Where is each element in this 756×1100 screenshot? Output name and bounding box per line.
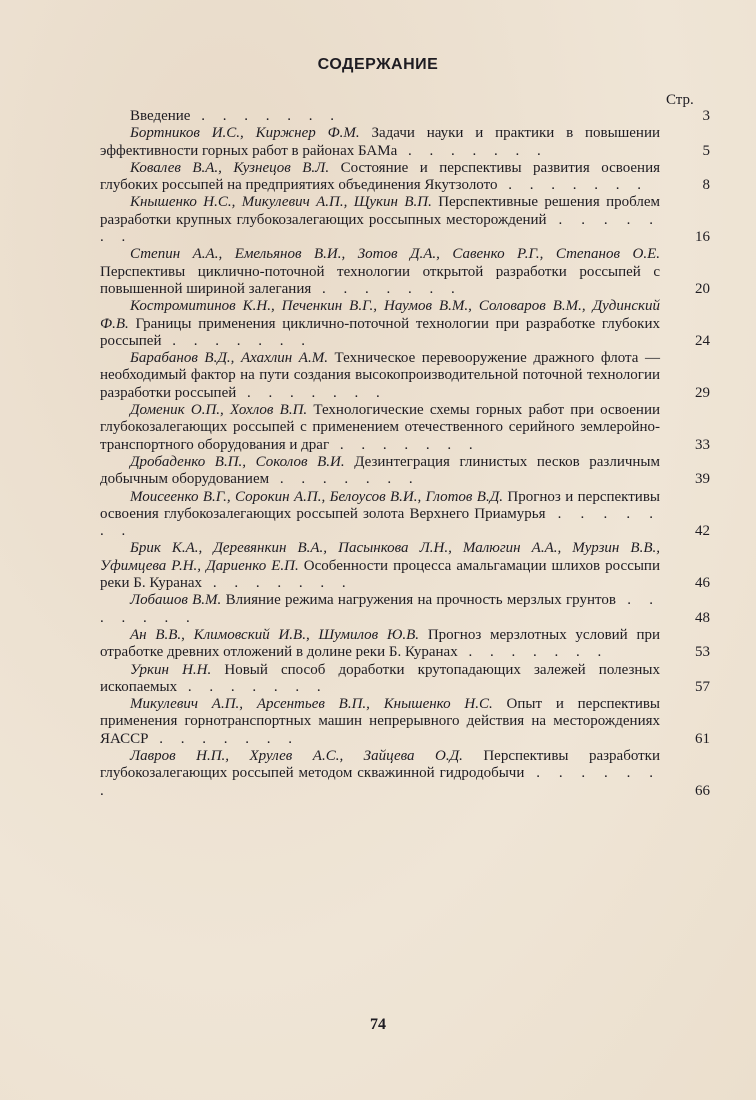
toc-entry-text bbox=[100, 160, 660, 195]
toc-entry bbox=[100, 160, 710, 195]
toc-entry-text bbox=[100, 592, 660, 627]
toc-entry bbox=[100, 662, 710, 697]
toc-entry bbox=[100, 696, 710, 748]
toc-entry-title: Влияние режима нагружения на прочность мерзлых грунтов bbox=[225, 592, 616, 609]
toc-entry-text bbox=[100, 627, 660, 662]
toc-leader-dots: . . . . . . . bbox=[190, 108, 341, 124]
toc-entry-authors: Лавров Н.П., Хрулев А.С., Зайцева О.Д. bbox=[130, 747, 463, 764]
toc-entry-page: 3 bbox=[702, 108, 710, 124]
toc-entry-text bbox=[100, 696, 660, 748]
toc-entry-text bbox=[100, 662, 660, 697]
toc-entry-title: Перспективы разработки глубокозалегающих россыпей методом скважинной гидродобычи bbox=[100, 747, 660, 782]
toc-entry-authors: Доменик О.П., Хохлов В.П. bbox=[130, 402, 308, 419]
toc-entry-text bbox=[100, 246, 660, 298]
toc-entry-authors: Моисеенко В.Г., Сорокин А.П., Белоусов В.И., Глотов В.Д. bbox=[130, 488, 504, 505]
toc-leader-dots: . . . . . . . bbox=[269, 471, 420, 488]
toc-leader-dots: . . . . . . . bbox=[311, 280, 462, 297]
toc-entry bbox=[100, 540, 710, 592]
toc-leader-dots: . . . . . . . bbox=[202, 575, 353, 592]
toc-leader-dots: . . . . . . . bbox=[100, 765, 660, 799]
toc-entry-page: 16 bbox=[695, 229, 710, 246]
toc-entry-authors: Ан В.В., Климовский И.В., Шумилов Ю.В. bbox=[130, 626, 420, 643]
toc-entry-authors: Брик К.А., Деревянкин В.А., Пасынкова Л.Н., Малюгин А.А., Мурзин В.В., Уфимцева Р.Н., Дариенко Е.П. bbox=[100, 540, 660, 574]
toc-entry-page: 29 bbox=[695, 384, 710, 401]
toc-leader-dots: . . . . . . . bbox=[100, 211, 661, 246]
toc-entry-authors: Кнышенко Н.С., Микулевич А.П., Щукин В.П. bbox=[130, 194, 432, 211]
toc-leader-dots: . . . . . . . bbox=[100, 505, 661, 540]
toc-leader-dots: . . . . . . . bbox=[457, 644, 609, 661]
toc-entry-title: Введение bbox=[130, 108, 191, 124]
toc-entry-page: 53 bbox=[695, 644, 710, 661]
toc-entry-title: Перспективы циклично-поточной технологии открытой разработки россыпей с повышенной шириной залегания bbox=[100, 263, 660, 297]
toc-entry bbox=[100, 108, 710, 125]
toc-entry-page: 33 bbox=[695, 436, 710, 453]
toc-entry-authors: Барабанов В.Д., Ахахлин А.М. bbox=[130, 350, 328, 367]
toc-entry-title: Состояние и перспективы развития освоения глубоких россыпей на предприятиях объединения Якутзолото bbox=[100, 159, 661, 194]
toc-entry-text bbox=[100, 108, 660, 125]
page-column-label: Стр. bbox=[666, 92, 694, 108]
toc-entry-page: 61 bbox=[695, 730, 710, 747]
toc-entry bbox=[100, 627, 710, 662]
toc-entry-title: Прогноз и перспективы освоения глубокозалегающих россыпей золота Верхнего Приамурья bbox=[100, 488, 660, 522]
toc-entry bbox=[100, 748, 710, 800]
toc-entry-authors: Костромитинов К.Н., Печенкин В.Г., Наумов В.М., Соловаров В.М., Дудинский Ф.В. bbox=[100, 298, 660, 332]
toc-entry bbox=[100, 489, 710, 541]
toc-entry-page: 8 bbox=[702, 177, 710, 194]
toc-entry-text bbox=[100, 298, 660, 350]
toc-entry bbox=[100, 454, 710, 489]
toc-entry-page: 66 bbox=[695, 782, 710, 799]
toc-entry-authors: Микулевич А.П., Арсентьев В.П., Кнышенко Н.С. bbox=[130, 696, 493, 713]
toc-leader-dots: . . . . . . . bbox=[100, 592, 661, 626]
toc-entry bbox=[100, 592, 710, 627]
toc-leader-dots: . . . . . . . bbox=[397, 142, 548, 159]
toc-entry-page: 42 bbox=[695, 523, 710, 540]
toc-entry-text bbox=[100, 125, 660, 160]
toc-entry-authors: Ковалев В.А., Кузнецов В.Л. bbox=[130, 159, 330, 176]
toc-entry-text bbox=[100, 748, 660, 800]
toc-leader-dots: . . . . . . . bbox=[236, 384, 387, 401]
toc-entry-page: 39 bbox=[695, 471, 710, 488]
toc-leader-dots: . . . . . . . bbox=[148, 730, 299, 747]
toc-leader-dots: . . . . . . . bbox=[329, 436, 480, 453]
toc-entry-title: Техническое перевооружение дражного флота — необходимый фактор на пути создания высокопроизводительной поточной технологии разработки россыпей bbox=[100, 350, 660, 401]
toc-entry-authors: Уркин Н.Н. bbox=[130, 661, 212, 678]
toc-leader-dots: . . . . . . . bbox=[177, 678, 328, 695]
toc-entry-authors: Лобашов В.М. bbox=[130, 592, 222, 609]
toc-entry-page: 46 bbox=[695, 575, 710, 592]
toc-entry-text bbox=[100, 350, 660, 402]
toc-entry-text bbox=[100, 402, 660, 454]
table-of-contents bbox=[100, 108, 710, 800]
toc-entry-title: Перспективные решения проблем разработки крупных глубокозалегающих россыпных месторождений bbox=[100, 194, 660, 228]
toc-entry bbox=[100, 402, 710, 454]
toc-entry-title: Дезинтеграция глинистых песков различным добычным оборудованием bbox=[100, 453, 661, 488]
toc-entry-page: 24 bbox=[695, 332, 710, 349]
toc-entry bbox=[100, 125, 710, 160]
toc-entry-title: Границы применения циклично-поточной технологии при разработке глубоких россыпей bbox=[100, 315, 660, 349]
toc-entry-title: Опыт и перспективы применения горнотранспортных машин непрерывного действия на месторождениях ЯАССР bbox=[100, 696, 661, 747]
toc-entry-text bbox=[100, 489, 660, 541]
toc-leader-dots: . . . . . . . bbox=[161, 332, 312, 349]
contents-heading: СОДЕРЖАНИЕ bbox=[317, 56, 439, 73]
toc-entry-page: 20 bbox=[695, 280, 710, 297]
toc-entry-page: 5 bbox=[702, 142, 710, 159]
toc-entry-authors: Дробаденко В.П., Соколов В.И. bbox=[130, 453, 345, 470]
toc-entry-title: Технологические схемы горных работ при освоении глубокозалегающих россыпей с применением отечественного серийного землеройно-транспортного оборудования и драг bbox=[100, 402, 661, 453]
toc-entry-title: Новый способ доработки крутопадающих залежей полезных ископаемых bbox=[100, 661, 660, 695]
toc-entry bbox=[100, 298, 710, 350]
toc-entry-authors: Степин А.А., Емельянов В.И., Зотов Д.А., Савенко Р.Г., Степанов О.Е. bbox=[130, 246, 660, 263]
toc-entry bbox=[100, 194, 710, 246]
toc-entry-text bbox=[100, 454, 660, 489]
toc-entry-title: Особенности процесса амальгамации шлихов россыпи реки Б. Куранах bbox=[100, 557, 660, 592]
toc-entry-page: 48 bbox=[695, 609, 710, 626]
toc-entry-title: Задачи науки и практики в повышении эффективности горных работ в районах БАМа bbox=[100, 125, 661, 159]
toc-entry-text bbox=[100, 540, 660, 592]
toc-entry-title: Прогноз мерзлотных условий при отработке древних отложений в долине реки Б. Куранах bbox=[100, 626, 661, 661]
page-number: 74 bbox=[370, 1016, 386, 1033]
toc-entry bbox=[100, 246, 710, 298]
toc-entry-authors: Бортников И.С., Киржнер Ф.М. bbox=[130, 125, 360, 142]
toc-entry-page: 57 bbox=[695, 678, 710, 695]
toc-entry bbox=[100, 350, 710, 402]
toc-entry-text bbox=[100, 194, 660, 246]
toc-leader-dots: . . . . . . . bbox=[497, 177, 648, 194]
